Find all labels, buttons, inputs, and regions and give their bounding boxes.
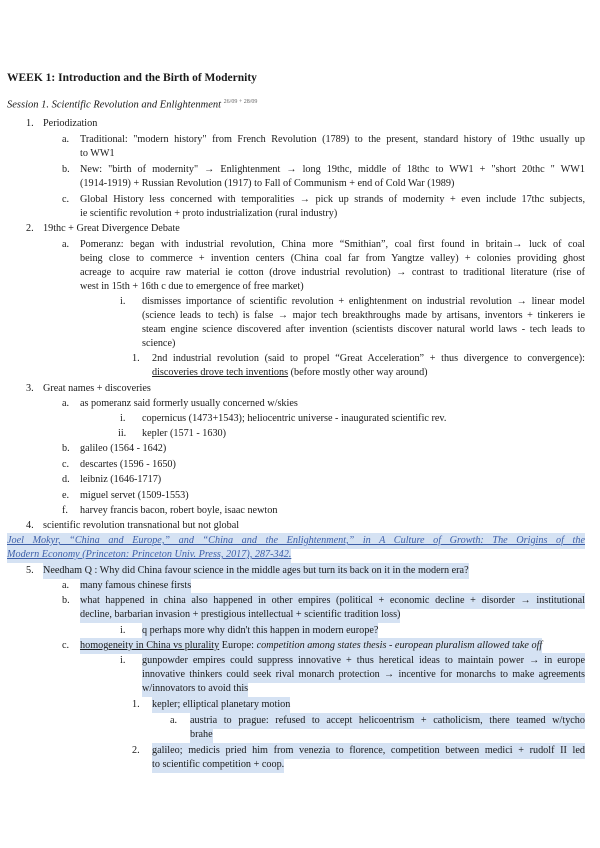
list-item: ie scientific revolution + proto industrialization (rural industry) [80,208,338,219]
list-item: science) [142,338,176,349]
list-marker: a. [62,239,70,250]
list-marker: c. [62,640,70,651]
list-item: 2nd industrial revolution (said to propel “Great Acceleration” + thus divergence to convergence): [152,353,585,364]
list-item: to WW1 [80,148,115,159]
list-item: to scientific competition + coop. [152,757,284,773]
list-item: what happened in china also happened in other empires (political + economic decline + disorder → institutional [80,593,585,609]
list-item: harvey francis bacon, robert boyle, isaac newton [80,505,278,516]
list-item: New: "birth of modernity" → Enlightenment → long 19thc, middle of 18thc to WW1 + "short 20thc " WW1 [80,164,585,175]
list-marker: 5. [26,565,34,576]
list-item: (1914-1919) + Russian Revolution (1917) to Fall of Communism + end of Cold War (1989) [80,178,455,189]
list-item: discoveries drove tech inventions (before mostly other way around) [152,367,428,378]
list-marker: i. [120,655,126,666]
list-item: dismisses importance of scientific revolution + enlightenment on industrial revolution → linear model [142,296,585,307]
session-title: Session 1. Scientific Revolution and Enlightenment $^{26/09 + 28/09}$ [7,99,258,111]
list-marker: 2. [26,223,34,234]
list-marker: d. [62,474,70,485]
page-title: WEEK 1: Introduction and the Birth of Modernity [7,72,257,84]
list-item: steam engine science discovered after invention (scientists discover natural world laws - tech leads to [142,324,585,335]
list-item: west in 15th + 16th c due to emergence of free market) [80,281,304,292]
list-marker: a. [62,580,70,591]
list-marker: 2. [132,745,140,756]
list-item: brahe [190,727,213,743]
list-item: Pomeranz: began with industrial revolution, China more “Smithian”, coal first found in britain→ luck of coal [80,239,585,250]
list-marker: i. [120,413,126,424]
list-item: gunpowder empires could suppress innovative + thus heretical ideas to maintain power → in europe [142,653,585,669]
list-marker: i. [120,625,126,636]
list-marker: 1. [132,699,140,710]
list-item: austria to prague: refused to accept helicoentrism + catholicism, there teamed w/tycho [190,713,585,729]
list-marker: b. [62,443,70,454]
list-marker: f. [62,505,68,516]
list-item: innovative thinkers could seek rival monarch protection → incentive for monarchs to make agreements [142,667,585,683]
list-marker: 3. [26,383,34,394]
list-item: Traditional: "modern history" from French Revolution (1789) to the present, standard history of 19thc usually up [80,134,585,145]
list-item: acreage to acquire raw material ie cotton (drove industrial revolution) → contrast to traditional literature (rise of [80,267,585,278]
list-item: being close to commerce + invention centers (China coal far from Yangtze valley) + colonies providing ghost [80,253,585,264]
list-marker: a. [170,715,178,726]
list-item: kepler; elliptical planetary motion [152,697,290,713]
list-item: as pomeranz said formerly usually concerned w/skies [80,398,298,409]
list-marker: a. [62,398,70,409]
list-item: scientific revolution transnational but not global [43,520,240,531]
list-item: Periodization [43,118,98,129]
list-item: copernicus (1473+1543); heliocentric universe - inaugurated scientific rev. [142,413,447,424]
list-item: descartes (1596 - 1650) [80,459,176,470]
list-marker: ii. [118,428,127,439]
list-item: kepler (1571 - 1630) [142,428,227,439]
list-item: q perhaps more why didn't this happen in modern europe? [142,623,378,639]
list-marker: e. [62,490,70,501]
session-dates: 26/09 + 28/09 [223,99,258,105]
list-item: miguel servet (1509-1553) [80,490,189,501]
list-item: homogeneity in China vs plurality Europe: competition among states thesis - european pluralism allowed take off [80,638,542,654]
list-item: many famous chinese firsts [80,578,191,594]
list-marker: b. [62,164,70,175]
list-item: Great names + discoveries [43,383,151,394]
citation-link[interactable]: Joel Mokyr, “China and Europe,” and “China and the Enlightenment,” in A Culture of Growth: The Origins of the [7,533,585,549]
list-item: leibniz (1646-1717) [80,474,162,485]
list-item: Needham Q : Why did China favour science in the middle ages but turn its back on it in the modern era? [43,563,469,579]
list-item: 19thc + Great Divergence Debate [43,223,180,234]
list-item: galileo (1564 - 1642) [80,443,167,454]
list-marker: a. [62,134,70,145]
list-item: w/innovators to avoid this [142,681,248,697]
citation-link[interactable]: Modern Economy (Princeton: Princeton Univ. Press, 2017), 287-342. [7,547,291,563]
list-marker: 1. [26,118,34,129]
list-marker: b. [62,595,70,606]
list-item: galileo; medicis pried him from venezia to florence, competition between medici + rudolf II led [152,743,585,759]
list-marker: i. [120,296,126,307]
list-item: decline, barbarian invasion + prestigious intellectual + scientific tradition loss) [80,607,400,623]
list-marker: 1. [132,353,140,364]
list-item: Global History less concerned with temporalities → pick up strands of modernity + even include 17thc subjects, [80,194,585,205]
list-item: (science leads to tech) is false → major tech breakthroughs made by artisans, inventors + tinkerers ie [142,310,585,321]
list-marker: c. [62,459,70,470]
list-marker: 4. [26,520,34,531]
list-marker: c. [62,194,70,205]
